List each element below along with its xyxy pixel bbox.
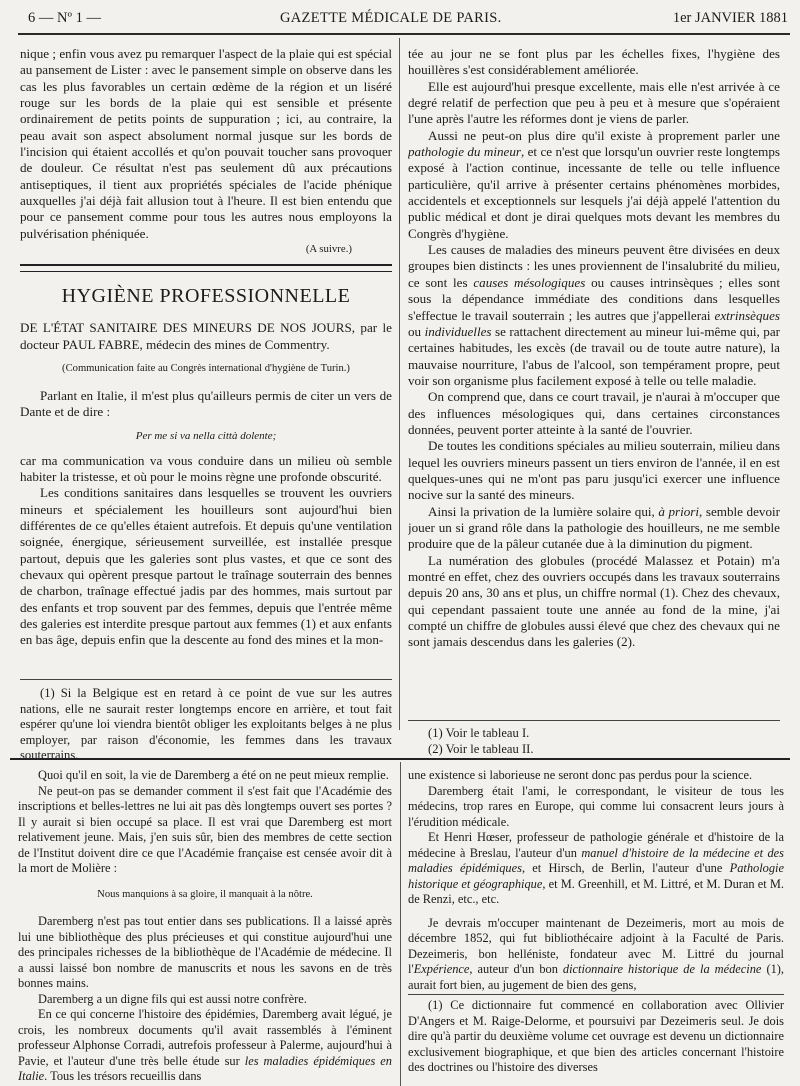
lower-column-divider (400, 762, 401, 1086)
italic-term: individuelles (424, 323, 492, 339)
italic-term: à priori (658, 503, 700, 519)
paragraph-lumiere (408, 504, 780, 553)
footnote-tableau-1: (1) Voir le tableau I. (428, 726, 530, 740)
paragraph-daremberg-vie: Quoi qu'il en soit, la vie de Daremberg a été on ne peut mieux remplie. (38, 768, 389, 782)
section-title: HYGIÈNE PROFESSIONNELLE (61, 285, 351, 308)
dante-quote: Per me si va nella città dolente; (135, 430, 277, 443)
paragraph-science: une existence si laborieuse ne seront donc pas perdus pour la science. (408, 768, 753, 782)
lower-right-column (408, 768, 784, 998)
text-run: Aussi ne peut-on plus dire qu'il existe à proprement parler une (428, 127, 780, 143)
paragraph-echelles: tée au jour ne se font plus par les échelles fixes, l'hygiène des houillères s'est considérablement améliorée. (408, 46, 780, 78)
text-run: Et Henri Hœser, professeur de pathologie générale et d'histoire de la médecine à Breslau, l'auteur d'un (408, 830, 784, 860)
paragraph-causes (408, 242, 780, 389)
column-divider (399, 38, 400, 730)
footnote-dictionnaire: (1) Ce dictionnaire fut commencé en collaboration avec Ollivier D'Angers et M. Raige-Delorme, et poursuivi par Dezeimeris seul. Je dois dire qu'à partir du deuxième volume cet ouvrage est devenu un dictionnaire exclusivement biographique, et que bien des articles concernant l'histoire des doctrines ou l'histoire des diverses (408, 998, 784, 1074)
paragraph-pathologie (408, 128, 780, 242)
italic-term: dictionnaire historique de la médecine (562, 962, 762, 976)
text-run: ou (408, 323, 425, 339)
page-header (28, 10, 788, 32)
italic-term: Pathologie historique et géographique (408, 861, 784, 891)
lower-footnote (408, 998, 784, 1086)
paragraph-haeser (408, 830, 784, 908)
page-number: 6 — Nº 1 — (28, 10, 101, 26)
italic-term: causes mésologiques (473, 274, 586, 290)
text-run: se rattachent directement au mineur lui-même qui, par certaines habitudes, les excès (de travail ou de toute autre nature), la mauvaise nourriture, l'abus de l'alcool, son tempérament propre, peut voir son organisme plus facilement exposé à telle ou telle maladie. (408, 323, 780, 388)
text-run: Les causes de maladies des mineurs peuvent être divisées en deux groupes bien distincts : les unes proviennent de l'insalubrité du milieu, ce sont les (408, 242, 780, 290)
text-run: (1), aurait fort bien, au jugement de bien des gens, (408, 962, 784, 992)
journal-title: GAZETTE MÉDICALE DE PARIS. (280, 10, 502, 26)
italic-term: Expérience (413, 962, 470, 976)
paragraph-milieu: car ma communication va vous conduire dans un milieu où semble habiter la tristesse, et où pour le moins règne une profonde obscurité. (20, 452, 392, 484)
paragraph-bibliotheque: Daremberg n'est pas tout entier dans ses publications. Il a laissé après lui une bibliothèque des plus précieuses et qui constitue aujourd'hui une des principales richesses de la bibliothèque de l'Académie de médecine. Il a aussi laissé bon nombre de manuscrits et nous les savons en de très bonnes mains. (18, 914, 392, 990)
paragraph-conditions: Les conditions sanitaires dans lesquelles se trouvent les ouvriers mineurs et spécialement les houilleurs sont aujourd'hui bien différentes de ce qu'elles étaient autrefois. Et depuis qu'une ventilation soignée, énergique, sérieusement surveillée, est installée presque partout, depuis que les galeries sont plus vastes, et que ce sont des chevaux qui opèrent presque partout le traînage souterrain des bennes de charbon, traînage effectué jadis par des hommes, mais surtout par des enfants et trop souvent par des femmes, depuis que l'entrée même des galeries est interdite presque partout aux femmes (1) et aux enfants en bas âge, depuis enfin que la descente au fond des mines et la mon- (20, 485, 392, 648)
footnote-rule-right (408, 720, 780, 721)
paragraph-milieu-souterrain: De toutes les conditions spéciales au milieu souterrain, milieu dans lequel les ouvriers mineurs passent un tiers environ de l'année, il en est quelques-unes qui ne m'ont pas paru jusqu'ici exercer une influence nocive sur la santé des mineurs. (408, 438, 780, 503)
paragraph-globules: La numération des globules (procédé Malassez et Potain) m'a montré en effet, chez des ouvriers occupés dans les travaux souterrains depuis 20 ans, 30 ans et plus, un chiffre normal (1). Chez des chevaux, qui cependant passaient toute une année au fond de la mine, j'ai compté un chiffre de globules aussi élevé que chez des chevaux qui ne sont jamais descendus dans les galeries (2). (408, 552, 780, 650)
lower-left-column (18, 768, 392, 1084)
text-run: En ce qui concerne l'histoire des épidémies, Daremberg avait légué, je crois, les nombreux documents qu'il avait rassemblés à l'éminent professeur Alphonse Corradi, autrefois professeur à Palerme, aujourd'hui à Pavie, et l'auteur d'une très belle étude sur (18, 1007, 392, 1068)
paragraph-fils: Daremberg a un digne fils qui est aussi notre confrère. (38, 991, 307, 1006)
paragraph-epidemies (18, 1007, 392, 1084)
text-run: . Tous les trésors recueillis dans (44, 1069, 202, 1083)
paragraph-ami: Daremberg était l'ami, le correspondant, le visiteur de tous les médecins, trop rares en Europe, qui comme lui consacrent leurs jours à l'érudition médicale. (408, 783, 784, 829)
paragraph-intro: Parlant en Italie, il m'est plus qu'ailleurs permis de citer un vers de Dante et de dire : (20, 387, 392, 419)
text-run: Je devrais m'occuper maintenant de Dezeimeris, mort au mois de décembre 1852, qui fut bibliothécaire adjoint à la Faculté de Paris. Dezeimeris, bon helléniste, fondateur avec M. Littré du journal l' (408, 915, 784, 976)
italic-term: extrinsèques (714, 307, 780, 323)
footnote-belgique: (1) Si la Belgique est en retard à ce point de vue sur les autres nations, elle ne saurait rester longtemps encore en arrière, et tout fait espérer qu'une loi viendra bientôt obliger les exploitants belges à ne plus employer, par raison d'économie, les femmes dans les travaux souterrains. (20, 686, 392, 763)
section-rule (20, 264, 392, 272)
footnote-left (20, 686, 392, 764)
lower-footnote-rule (408, 994, 784, 995)
paragraph-dezeimeris (408, 916, 784, 994)
moliere-quote: Nous manquions à sa gloire, il manquait à la nôtre. (97, 888, 313, 900)
footnote-right (408, 726, 780, 757)
italic-term: manuel d'histoire de la médecine et des maladies épidémiques (408, 845, 784, 875)
text-run: Ainsi la privation de la lumière solaire qui, (428, 503, 659, 519)
text-run: , et ce n'est que lorsqu'un ouvrier reste longtemps exposé à l'action continue, incessante de telle ou telle influence particulière, qu'il arrive à présenter certains phénomènes morbides, accidentels et exceptionnels sur lesquels j'ai déjà appelé l'attention du public médical et dont je dirai quelques mots devant les membres du Congrès d'hygiène. (408, 144, 780, 241)
header-rule (18, 33, 790, 35)
text-run: ou causes intrinsèques ; elles sont sous la dépendance immédiate des conditions dans lesquelles s'effectue le travail souterrain ; les autres que j'appellerai (408, 274, 780, 323)
italic-term: pathologie du mineur (408, 144, 521, 160)
text-run: , et Hirsch, de Berlin, l'auteur d'une (521, 861, 730, 875)
footnote-rule-left (20, 679, 392, 680)
paragraph-mesologiques: On comprend que, dans ce court travail, je n'aurai à m'occuper que des influences mésologiques qui, dans certaines circonstances données, peuvent porter atteinte à la santé de l'ouvrier. (408, 389, 780, 437)
to-be-continued: (A suivre.) (305, 243, 352, 256)
right-column (408, 46, 780, 714)
paragraph-academie: Ne peut-on pas se demander comment il s'est fait que l'Académie des inscriptions et belles-lettres ne lui ait pas dès longtemps ouvert ses portes ? Il y aurait si bien occupé sa place. Il est vrai que Daremberg est mort relativement jeune. Mais, j'en suis sûr, bien des membres de cette section de l'Institut doivent dire ce que l'Académie française est censée avoir dit à la mort de Molière : (18, 783, 392, 875)
text-run: , semble devoir jouer un si grand rôle dans la pathologie des houilleurs, ne me semble produire que de la pâleur cutanée due à la diminution du pigment. (408, 503, 780, 552)
communication-note: (Communication faite au Congrès international d'hygiène de Turin.) (62, 363, 350, 375)
article-byline: DE L'ÉTAT SANITAIRE DES MINEURS DE NOS JOURS, par le docteur PAUL FABRE, médecin des mines de Commentry. (20, 320, 392, 352)
left-column (20, 46, 392, 666)
text-run: , et M. Greenhill, et M. Littré, et M. Duran et M. de Renzi, etc., etc. (408, 876, 784, 906)
paragraph-lister: nique ; enfin vous avez pu remarquer l'aspect de la plaie qui est spécial au pansement de Lister : avec le pansement simple on observe dans les cas les plus favorables un certain œdème de la région et un liséré rouge sur les bords de la plaie qui est sensible et présente ordinairement de petits points de suppuration ; ici, au contraire, la peau avait son aspect absolument normal jusque sur les bords de l'incision qui étaient accollés et qu'on pouvait toucher sans provoquer de douleur. Ce résultat n'est pas seulement dû aux précautions antiseptiques, il tient aux propriétés spéciales de l'acide phénique auxquelles j'ai déjà fait allusion tout à l'heure. Il est bien entendu que pour ce pansement comme pour tous les autres nous employons la pulvérisation phéniquée. (20, 46, 392, 241)
italic-term: les maladies épidémiques en Italie (18, 1053, 392, 1083)
issue-date: 1er JANVIER 1881 (672, 10, 788, 26)
feuilleton-rule (10, 758, 790, 760)
paragraph-excellente: Elle est aujourd'hui presque excellente, mais elle n'est arrivée à ce degré relatif de perfection que peu à peu et à mesure que s'opéraient l'une après l'autre les réformes dont je viens de parler. (408, 78, 780, 127)
footnote-tableau-2: (2) Voir le tableau II. (428, 741, 534, 756)
text-run: , auteur d'un bon (469, 962, 563, 976)
